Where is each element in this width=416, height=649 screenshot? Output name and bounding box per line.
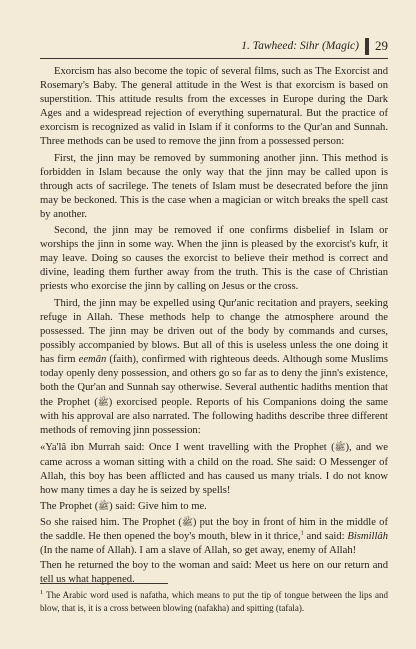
honorific-glyph: ﷺ	[334, 442, 346, 453]
header-rule	[40, 58, 388, 59]
running-title: 1. Tawheed: Sihr (Magic)	[241, 40, 359, 52]
honorific-glyph: ﷺ	[97, 397, 109, 408]
footnote-rule	[40, 583, 168, 584]
page-number: 29	[375, 38, 388, 53]
hadith-quote-2: The Prophet (ﷺ) said: Give him to me.	[40, 500, 207, 512]
footnote-reference[interactable]: 1	[300, 529, 304, 537]
hadith-quote-4: Then he returned the boy to the woman and said: Meet us here on our return and tell us what happened.	[40, 560, 388, 586]
term-bismillah: Bismillâh	[347, 531, 389, 542]
footnote-text: The Arabic word used is nafatha, which means to put the tip of tongue between the lips and blow, that is, it is a cross between blowing (nafakha) and spitting (tafala).	[40, 590, 388, 613]
hadith-quote-3: So she raised him. The Prophet (ﷺ) put the boy in front of him in the middle of the saddle. He then opened the boy's mouth, blew in it thrice,$^1$ and said: Bismillâh (In the name of Allah). I am a slave of Allah, so get away, enemy of Allah!	[40, 516, 389, 557]
paragraph-second-method: Second, the jinn may be removed if one confirms disbelief in Islam or worships the jinn in some way. When the jinn is pleased by the exorcist's kufr, it may leave. Doing so causes the exorcist to believe their method is correct and divine, leading them further away from the truth. This is the case of Christian priests who exorcise the jinn by calling on Jesus or the cross.	[40, 225, 388, 293]
footnote	[40, 589, 388, 614]
paragraph-third-method: Third, the jinn may be expelled using Qur'anic recitation and prayers, seeking refuge in Allah. These methods help to change the atmosphere around the possessed. The jinn may be driven out of the body by commands and curses, possibly accompanied by blows. But all of this is useless unless the one doing it has firm eemān (faith), confirmed with righteous deeds. Although some Muslims today openly deny possession, and others go so far as to deny the jinn's existence, both the Qur'an and Sunnah say otherwise. Several authentic hadiths mention that the Prophet (ﷺ) exorcised people. Reports of his Companions doing the same with his approval are also narrated. The following hadiths describe three different methods of removing jinn possession:	[40, 297, 388, 437]
paragraph-exorcism-films: Exorcism has also become the topic of several films, such as The Exorcist and Rosemary's Baby. The general attitude in the West is that exorcism is based on superstition. This attitude results from the excesses in Europe during the Dark Ages and a widespread rejection of everything supernatural. But the practice of exorcism is recognized as valid in Islam if it conforms to the Qur'an and Sunnah. Three methods can be used to remove the jinn from a possessed person:	[40, 66, 388, 148]
honorific-glyph: ﷺ	[98, 500, 110, 511]
term-eeman: eemān	[78, 353, 107, 365]
body-text	[40, 65, 388, 588]
page-header	[40, 36, 388, 56]
footnote-number: 1	[40, 589, 44, 596]
honorific-glyph: ﷺ	[181, 516, 193, 527]
hadith-quote-1: «Ya'lâ ibn Murrah said: Once I went travelling with the Prophet (ﷺ), and we came across a woman sitting with a child on the road. She said: O Messenger of Allah, this boy has been afflicted and has caused us many trials. I do not know how many times a day he is seized by spells!	[40, 442, 389, 496]
paragraph-first-method: First, the jinn may be removed by summoning another jinn. This method is forbidden in Islam because the only way that the jinn may be called upon is through acts of sacrilege. The tenets of Islam must be desecrated before the jinn may be beckoned. This is the case when a magician or witch breaks the spell cast by another.	[40, 152, 388, 220]
header-bar-ornament	[365, 38, 369, 55]
